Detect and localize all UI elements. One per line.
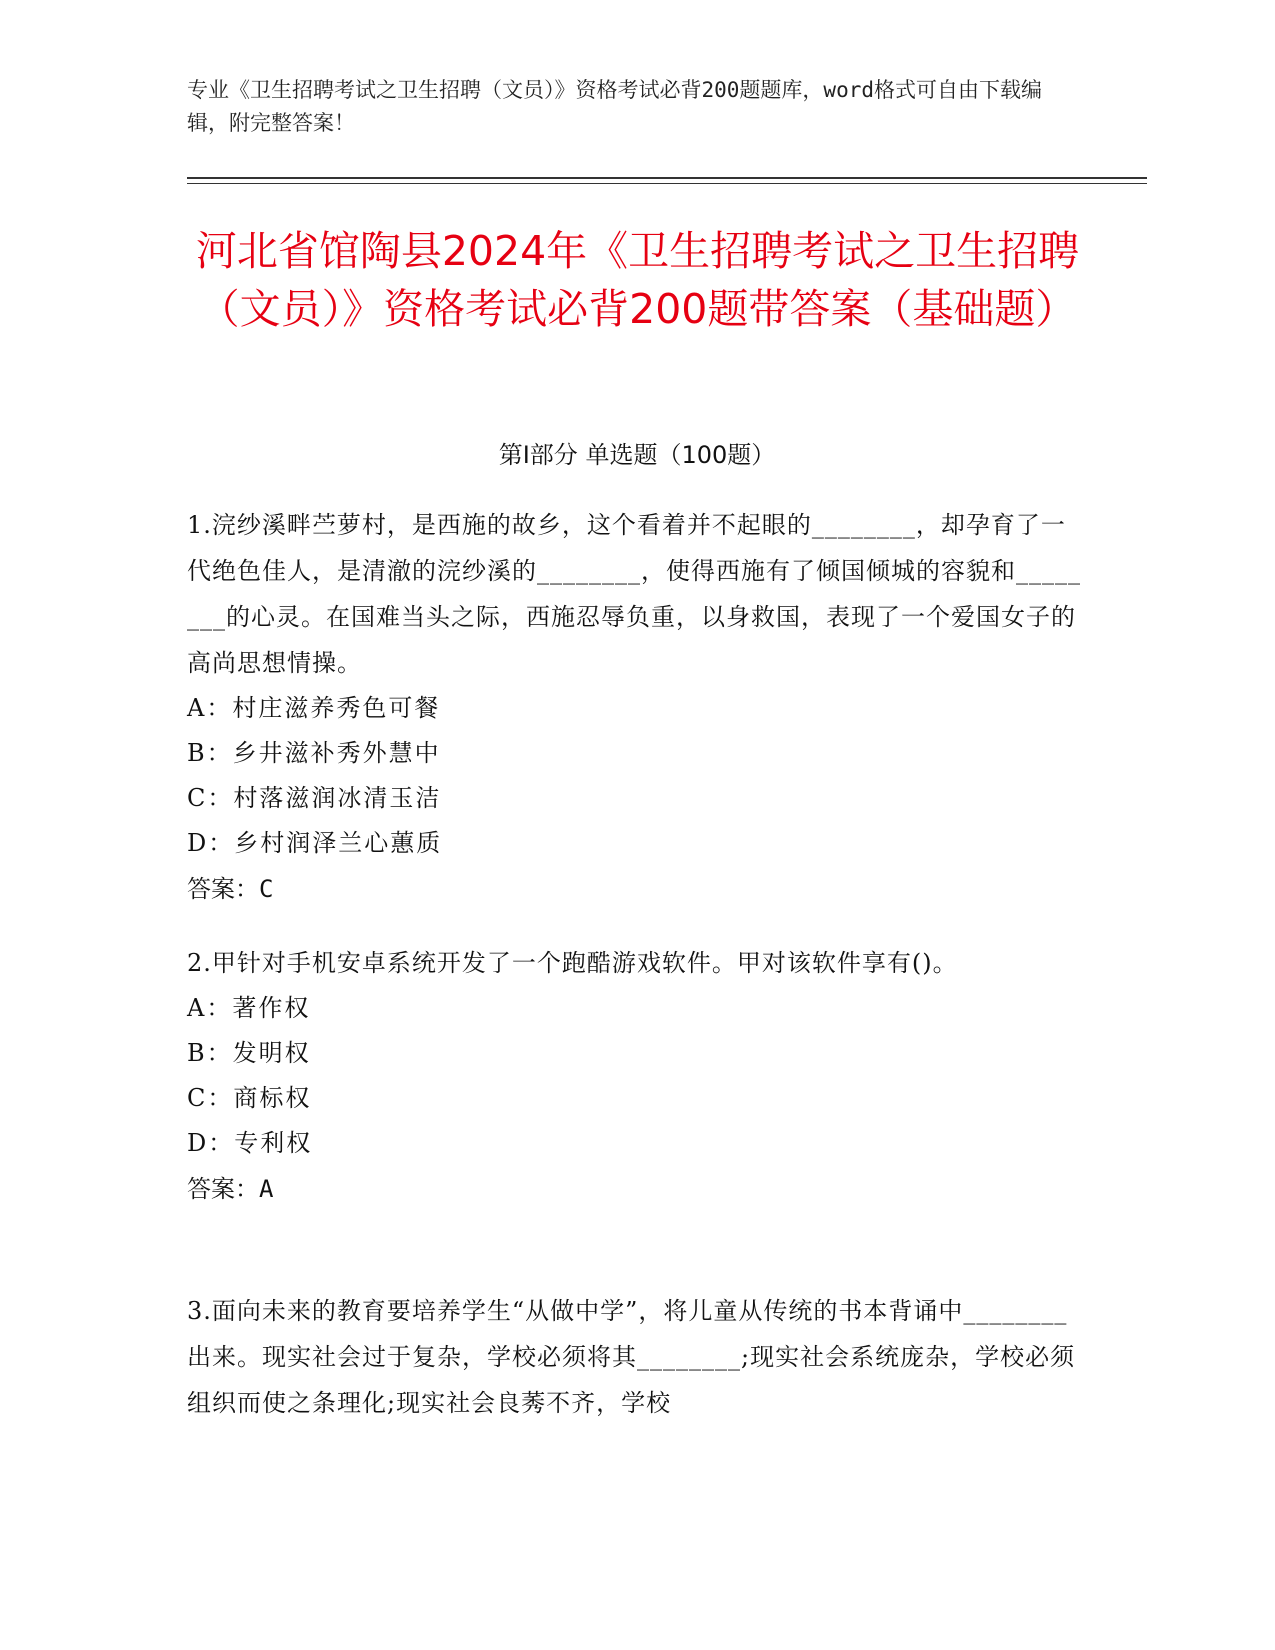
header-divider-thick (187, 177, 1147, 179)
question-stem: 2.甲针对手机安卓系统开发了一个跑酷游戏软件。甲对该软件享有()。 (187, 949, 958, 977)
option-c: C：村落滋润冰清玉洁 (187, 784, 442, 812)
option-c: C：商标权 (187, 1084, 312, 1112)
answer-key: C (259, 875, 274, 903)
answer-label: 答案： (187, 1175, 259, 1203)
answer-key: A (259, 1175, 274, 1203)
option-b: B：乡井滋补秀外慧中 (187, 739, 441, 767)
header-divider-thin (187, 183, 1147, 184)
question-stem: 1.浣纱溪畔苎萝村，是西施的故乡，这个看着并不起眼的________，却孕育了一代绝色佳人，是清澈的浣纱溪的________，使得西施有了倾国倾城的容貌和________的心灵。在国难当头之际，西施忍辱负重，以身救国，表现了一个爱国女子的高尚思想情操。 (187, 511, 1081, 677)
answer-line (187, 866, 1087, 912)
option-d: D：专利权 (187, 1129, 313, 1157)
option-b: B：发明权 (187, 1039, 311, 1067)
document-title: 河北省馆陶县2024年《卫生招聘考试之卫生招聘（文员）》资格考试必背200题带答案（基础题） (195, 227, 1080, 333)
question-2 (187, 940, 1087, 1212)
header-note: 专业《卫生招聘考试之卫生招聘（文员）》资格考试必背200题题库，word格式可自由下载编辑，附完整答案！ (187, 78, 1042, 135)
question-3 (187, 1288, 1087, 1426)
option-a: A：村庄滋养秀色可餐 (187, 694, 441, 722)
option-d: D：乡村润泽兰心蕙质 (187, 829, 443, 857)
option-a: A：著作权 (187, 994, 311, 1022)
question-stem: 3.面向未来的教育要培养学生“从做中学”，将儿童从传统的书本背诵中________出来。现实社会过于复杂，学校必须将其________;现实社会系统庞杂，学校必须组织而使之条理化;现实社会良莠不齐，学校 (187, 1297, 1076, 1417)
answer-line (187, 1166, 1087, 1212)
question-1 (187, 502, 1087, 912)
answer-label: 答案： (187, 875, 259, 903)
section-heading: 第Ⅰ部分 单选题（100题） (498, 441, 776, 469)
